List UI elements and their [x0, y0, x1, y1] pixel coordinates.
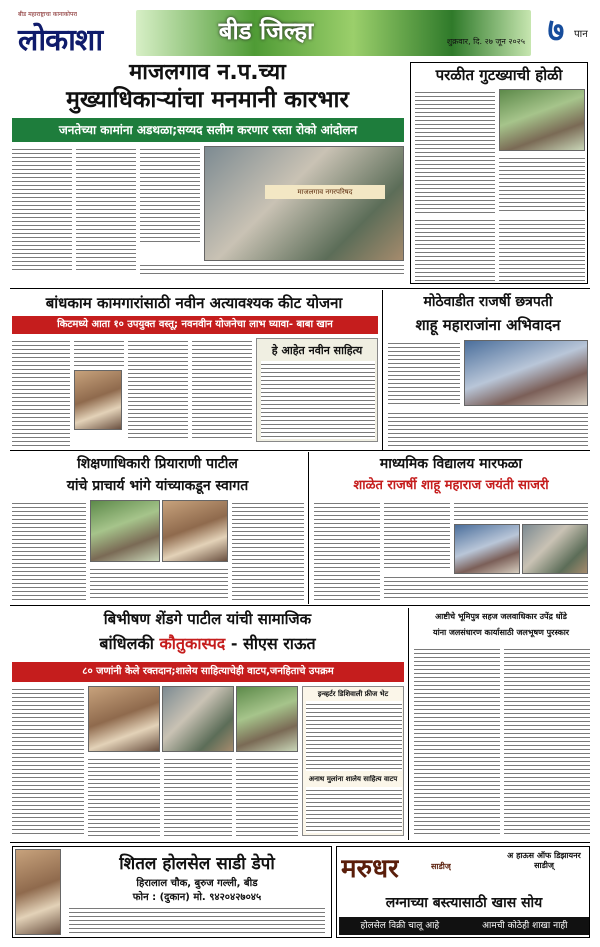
divider — [10, 605, 590, 606]
shinde-subheadline: ८० जणांनी केले रक्तदान;शालेय साहित्याचेही वाटप,जनहिताचे उपक्रम — [12, 662, 404, 682]
masthead-logo: लोकाशा — [18, 23, 103, 58]
shikshan-photo-1 — [90, 500, 160, 562]
divider — [308, 452, 309, 604]
masthead-page-number: ७ — [547, 11, 565, 49]
madhyamik-body-3 — [454, 500, 588, 522]
main-photo-sign: माजलगाव नगरपरिषद — [265, 185, 385, 199]
madhyamik-body-2 — [384, 500, 450, 570]
mothewadi-headline-2: शाहू महाराजांना अभिवादन — [415, 316, 561, 334]
madhyamik-headline-1: माध्यमिक विद्यालय मारफळा — [379, 456, 523, 472]
kit-portrait — [74, 370, 122, 430]
mothewadi-photo — [464, 340, 588, 406]
masthead-page-label: पान — [574, 29, 588, 40]
mothewadi-headline-1: मोठेवाडीत राजर्षी छत्रपती — [423, 294, 553, 310]
shinde-box-body — [306, 701, 402, 771]
shinde-photo-1 — [88, 686, 160, 752]
shital-ad-address: हिरालाल चौक, बुरुज गल्ली, बीड — [136, 878, 258, 889]
shinde-body-4 — [236, 756, 298, 836]
divider — [408, 608, 409, 840]
kit-body-4 — [192, 338, 252, 438]
marudhar-ad-suffix: साडीज् — [431, 862, 451, 871]
divider — [10, 288, 590, 289]
main-headline-1: माजलगाव न.प.च्या — [129, 60, 286, 85]
mothewadi-body-1 — [388, 340, 460, 406]
marudhar-ad-footer-1: होलसेल विक्री चालू आहे — [360, 921, 440, 931]
shinde-body-2 — [88, 756, 160, 836]
divider — [10, 450, 590, 451]
marudhar-ad-brand: मरुधर — [341, 854, 399, 884]
shital-ad-title: शितल होलसेल साडी डेपो — [119, 854, 275, 874]
marudhar-ad — [336, 846, 590, 938]
shital-ad — [12, 846, 332, 938]
kit-box-body — [261, 361, 375, 439]
shinde-headline-2 — [10, 630, 405, 658]
dhode-body-2 — [504, 646, 590, 836]
kit-box-title: हे आहेत नवीन साहित्य — [271, 344, 363, 357]
shital-ad-phone: फोन : (दुकान) मो. ९४२०४२७०४५ — [132, 892, 262, 903]
mothewadi-body-2 — [388, 410, 588, 446]
marudhar-ad-footer — [339, 917, 589, 935]
madhyamik-body-4 — [384, 574, 588, 600]
shikshan-photo-2 — [162, 500, 228, 562]
gutkha-body-4 — [499, 217, 585, 281]
dhode-body-1 — [414, 646, 500, 836]
masthead-section: बीड जिल्हा — [218, 17, 314, 45]
shinde-body-1 — [12, 686, 84, 836]
main-body-col-3 — [140, 146, 200, 242]
kit-box — [256, 338, 378, 442]
masthead — [10, 8, 590, 58]
gutkha-box — [410, 62, 588, 284]
marudhar-ad-tag: अ हाऊस ऑफ डिझायनर साडीज् — [507, 851, 581, 870]
shinde-headline-2a: बांधिलकी — [99, 634, 154, 653]
shikshan-body-1 — [12, 500, 86, 600]
madhyamik-photo-1 — [454, 524, 520, 574]
shinde-box-body-2 — [306, 787, 402, 833]
gutkha-body-3 — [415, 217, 495, 281]
shinde-headline-1: बिभीषण शेंडगे पाटील यांची सामाजिक — [103, 610, 312, 628]
shinde-headline-2c: - सीएस राऊत — [230, 634, 316, 653]
divider — [10, 842, 590, 843]
main-headline-2: मुख्याधिकाऱ्यांचा मनमानी कारभार — [66, 87, 349, 113]
marudhar-ad-headline: लग्नाच्या बस्त्यासाठी खास सोय — [385, 895, 543, 911]
masthead-date: शुक्रवार, दि. २७ जून २०२५ — [446, 37, 525, 46]
marudhar-ad-footer-2: आमची कोठेही शाखा नाही — [482, 921, 568, 931]
shinde-box — [302, 686, 404, 836]
shinde-photo-2 — [162, 686, 234, 752]
shinde-photo-3 — [236, 686, 298, 752]
gutkha-body-2 — [499, 155, 585, 213]
gutkha-photo — [499, 89, 585, 151]
shital-ad-model — [15, 849, 61, 935]
dhode-headline-2: यांना जलसंधारण कार्यासाठी जलभूषण पुरस्कार — [432, 628, 570, 637]
shinde-box-title: इन्व्हर्टर डिशिवाली फ्रीज भेट — [317, 690, 389, 698]
divider — [382, 290, 383, 450]
main-subheadline: जनतेच्या कामांना अडथळा;सय्यद सलीम करणार रस्ता रोको आंदोलन — [12, 118, 404, 142]
shikshan-body-3 — [232, 500, 304, 600]
madhyamik-body-1 — [314, 500, 380, 600]
masthead-tagline: बीड महाराष्ट्राचा कानाकोपरा — [18, 11, 78, 18]
gutkha-body-1 — [415, 89, 495, 213]
madhyamik-headline-2: शाळेत राजर्षी शाहू महाराज जयंती साजरी — [353, 478, 549, 493]
main-body-col-2 — [76, 146, 136, 272]
kit-headline: बांधकाम कामगारांसाठी नवीन अत्यावश्यक कीट योजना — [45, 294, 343, 312]
main-photo — [204, 146, 404, 261]
kit-subheadline: किटमध्ये आता १० उपयुक्त वस्तू; नवनवीन योजनेचा लाभ घ्यावा- बाबा खान — [12, 316, 378, 334]
shinde-box-title-2: अनाथ मुलांना शालेय साहित्य वाटप — [308, 775, 398, 783]
masthead-logo-block — [10, 8, 134, 58]
kit-body-1 — [12, 338, 70, 446]
shikshan-headline-1: शिक्षणाधिकारी प्रियाराणी पाटील — [77, 456, 238, 472]
shikshan-body-2 — [90, 566, 228, 600]
shikshan-headline-2: यांचे प्राचार्य भांगे यांच्याकडून स्वागत — [66, 478, 249, 494]
shinde-body-3 — [164, 756, 232, 836]
gutkha-headline: परळीत गुटख्याची होळी — [435, 66, 563, 84]
madhyamik-photo-2 — [522, 524, 588, 574]
kit-body-3 — [128, 338, 188, 438]
shinde-headline-2b: कौतुकास्पद — [159, 634, 226, 653]
dhode-headline-1: आष्टीचे भूमिपुत्र सहज जलवाधिकार उपेंद्र धोंडे — [435, 612, 567, 621]
main-body-col-1 — [12, 146, 72, 272]
shital-ad-details — [69, 905, 325, 933]
main-photo-caption — [140, 262, 404, 274]
masthead-banner — [136, 10, 531, 56]
kit-body-2 — [74, 338, 124, 368]
